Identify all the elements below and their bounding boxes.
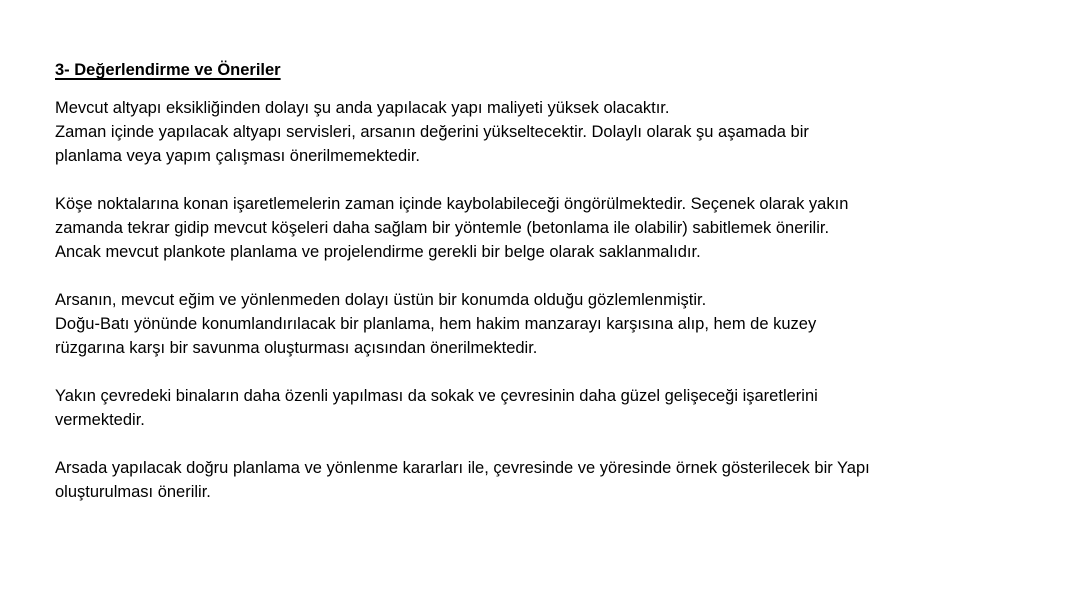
section-heading: 3- Değerlendirme ve Öneriler bbox=[55, 61, 281, 79]
paragraph-infrastructure bbox=[55, 96, 1055, 168]
paragraph-recommendation bbox=[55, 456, 1055, 504]
paragraph-line: Ancak mevcut plankote planlama ve projelendirme gerekli bir belge olarak saklanmalıdır. bbox=[55, 243, 701, 261]
paragraph-orientation bbox=[55, 288, 1055, 360]
paragraph-line: vermektedir. bbox=[55, 411, 145, 429]
paragraph-line: oluşturulması önerilir. bbox=[55, 483, 211, 501]
paragraph-line: Köşe noktalarına konan işaretlemelerin zaman içinde kaybolabileceği öngörülmektedir. Seçenek olarak yakın bbox=[55, 195, 849, 213]
paragraph-surroundings bbox=[55, 384, 1055, 432]
document-page bbox=[55, 58, 1055, 528]
paragraph-line: planlama veya yapım çalışması önerilmemektedir. bbox=[55, 147, 420, 165]
paragraph-corner-markers bbox=[55, 192, 1055, 264]
paragraph-line: Doğu-Batı yönünde konumlandırılacak bir planlama, hem hakim manzarayı karşısına alıp, hem de kuzey bbox=[55, 315, 817, 333]
paragraph-line: Arsada yapılacak doğru planlama ve yönlenme kararları ile, çevresinde ve yöresinde örnek gösterilecek bir Yapı bbox=[55, 459, 870, 477]
paragraph-line: Mevcut altyapı eksikliğinden dolayı şu anda yapılacak yapı maliyeti yüksek olacaktır. bbox=[55, 99, 670, 117]
paragraph-line: rüzgarına karşı bir savunma oluşturması açısından önerilmektedir. bbox=[55, 339, 538, 357]
paragraph-line: Yakın çevredeki binaların daha özenli yapılması da sokak ve çevresinin daha güzel gelişeceği işaretlerini bbox=[55, 387, 818, 405]
paragraph-line: Arsanın, mevcut eğim ve yönlenmeden dolayı üstün bir konumda olduğu gözlemlenmiştir. bbox=[55, 291, 707, 309]
paragraph-line: Zaman içinde yapılacak altyapı servisleri, arsanın değerini yükseltecektir. Dolaylı olarak şu aşamada bir bbox=[55, 123, 809, 141]
paragraph-line: zamanda tekrar gidip mevcut köşeleri daha sağlam bir yöntemle (betonlama ile olabilir) sabitlemek önerilir. bbox=[55, 219, 830, 237]
